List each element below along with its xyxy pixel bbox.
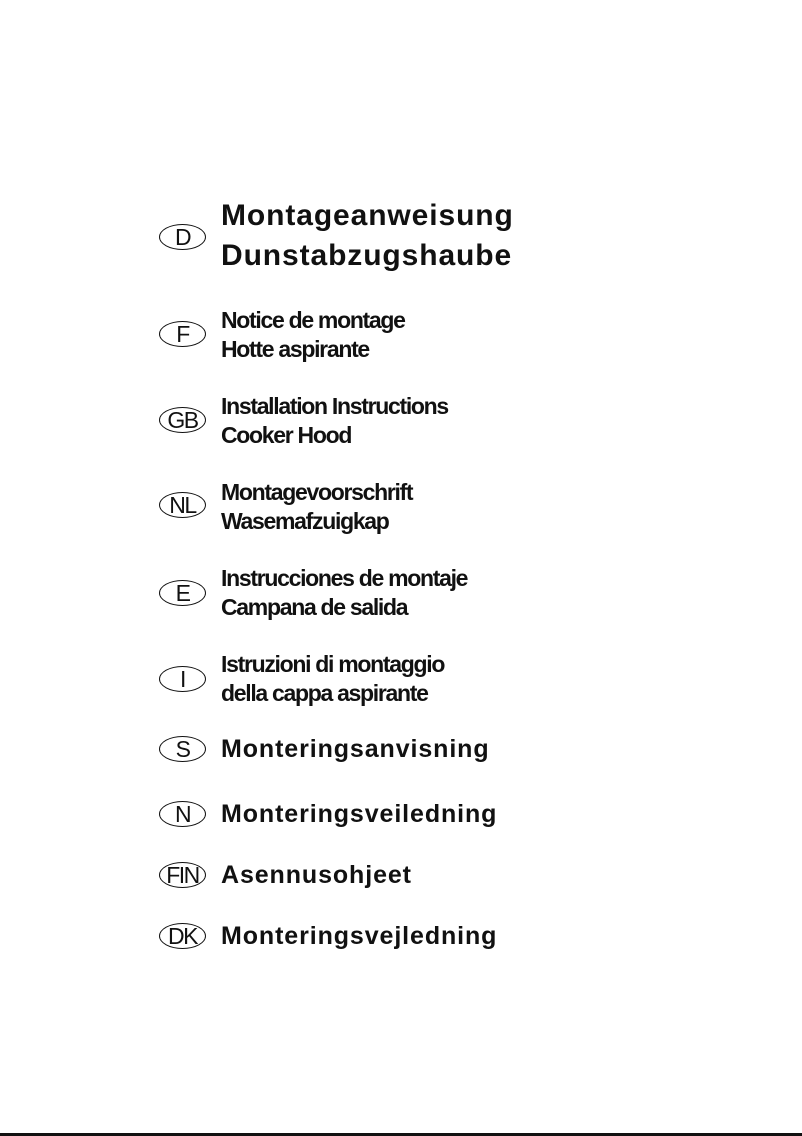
language-code-badge: FIN xyxy=(159,862,206,888)
subtitle-line: della cappa aspirante xyxy=(221,679,428,706)
subtitle-line: Hotte aspirante xyxy=(221,335,369,362)
title-line: Installation Instructions xyxy=(221,393,448,419)
language-title-block xyxy=(221,734,490,764)
language-code-badge: NL xyxy=(159,492,206,518)
title-line: Istruzioni di montaggio xyxy=(221,651,445,677)
subtitle-line: Wasemafzuigkap xyxy=(221,507,389,534)
title-line: Asennusohjeet xyxy=(221,861,412,889)
language-title-block xyxy=(221,650,444,707)
language-title-block xyxy=(221,196,514,276)
title-line: Monteringsvejledning xyxy=(221,922,498,950)
language-code-badge: DK xyxy=(159,923,206,949)
language-title-block xyxy=(221,564,467,621)
language-code-badge: E xyxy=(159,580,206,606)
language-title-block xyxy=(221,478,412,535)
title-line: Montageanweisung xyxy=(221,199,514,232)
subtitle-line: Dunstabzugshaube xyxy=(221,239,513,272)
language-code-badge: S xyxy=(159,736,206,762)
language-code-badge: F xyxy=(159,321,206,347)
language-title-block xyxy=(221,860,412,890)
title-line: Monteringsanvisning xyxy=(221,735,490,763)
title-line: Montagevoorschrift xyxy=(221,479,413,505)
language-title-block xyxy=(221,392,448,449)
language-code-badge: I xyxy=(159,666,206,692)
language-title-block xyxy=(221,799,497,829)
language-code-badge: D xyxy=(159,224,206,250)
subtitle-line: Cooker Hood xyxy=(221,421,352,448)
language-code-badge: N xyxy=(159,801,206,827)
title-line: Instrucciones de montaje xyxy=(221,565,468,591)
language-title-block xyxy=(221,921,497,951)
language-code-badge: GB xyxy=(159,407,206,433)
subtitle-line: Campana de salida xyxy=(221,593,408,620)
language-title-block xyxy=(221,306,405,363)
title-line: Notice de montage xyxy=(221,307,405,333)
title-line: Monteringsveiledning xyxy=(221,800,498,828)
